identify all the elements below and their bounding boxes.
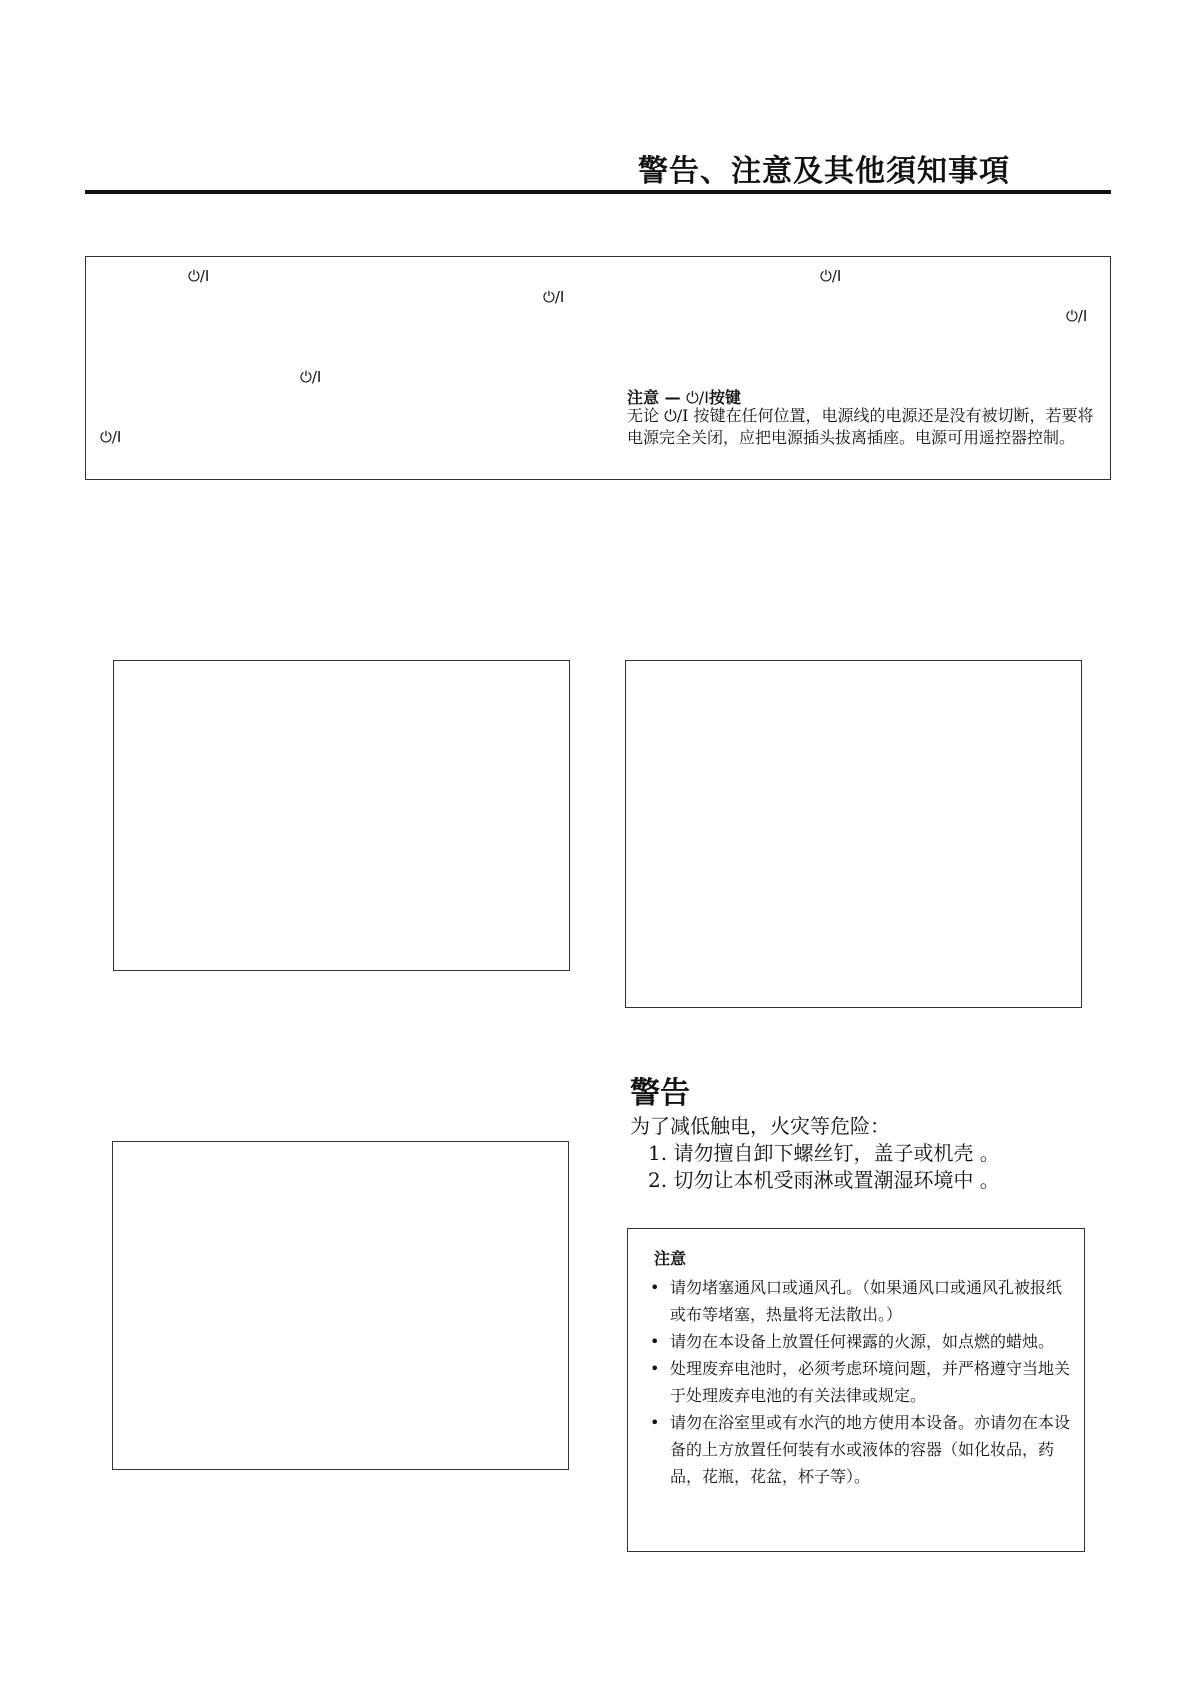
- note-title: 注意: [654, 1249, 687, 1268]
- note-item-text: 请勿堵塞通风口或通风孔。（如果通风口或通风孔被报纸或布等堵塞，热量将无法散出。）: [670, 1278, 1063, 1324]
- power-symbol-3: ⏻/I: [300, 368, 322, 386]
- warning-title: 警告: [630, 1076, 690, 1111]
- bullet-mark: •: [650, 1413, 660, 1432]
- note-item-text: 请勿在本设备上放置任何裸露的火源，如点燃的蜡烛。: [670, 1332, 1055, 1351]
- note-item-text: 请勿在浴室里或有水汽的地方使用本设备。亦请勿在本设备的上方放置任何装有水或液体的容器（如化妆品，药品，花瓶，花盆，杯子等）。: [670, 1413, 1071, 1486]
- page-title: 警告、注意及其他須知事項: [638, 154, 1010, 189]
- power-symbol-6: ⏻/I: [1066, 307, 1088, 325]
- note-item: [650, 1274, 1070, 1328]
- power-symbol-1: ⏻/I: [188, 267, 210, 285]
- figure-box-left-top: [113, 660, 570, 971]
- bullet-mark: •: [650, 1332, 660, 1351]
- power-caution-prefix: 注意 —: [627, 388, 681, 407]
- power-caution-symbol: ⏻/I: [686, 388, 709, 407]
- note-item: [650, 1328, 1070, 1355]
- figure-box-left-bottom: [112, 1141, 569, 1470]
- power-caution-body: 无论 ⏻/I 按键在任何位置，电源线的电源还是没有被切断，若要将电源完全关闭，应把电源插头拔离插座。电源可用遥控器控制。: [627, 406, 1094, 447]
- figure-box-right-top: [625, 660, 1082, 1008]
- note-list: [650, 1274, 1070, 1490]
- power-symbol-5: ⏻/I: [820, 267, 842, 285]
- title-rule: [85, 190, 1111, 194]
- bullet-mark: •: [650, 1278, 660, 1297]
- power-caution-suffix: 按键: [708, 388, 741, 407]
- note-item: [650, 1355, 1070, 1409]
- warning-intro: 为了减低触电，火灾等危险：: [630, 1114, 890, 1138]
- power-symbol-2: ⏻/I: [543, 288, 565, 306]
- power-symbol-4: ⏻/I: [100, 428, 122, 446]
- warning-item-1: 1. 请勿擅自卸下螺丝钉，盖子或机壳 。: [648, 1141, 1000, 1165]
- note-item: [650, 1409, 1070, 1490]
- bullet-mark: •: [650, 1359, 660, 1378]
- note-item-text: 处理废弃电池时，必须考虑环境问题，并严格遵守当地关于处理废弃电池的有关法律或规定。: [670, 1359, 1071, 1405]
- warning-item-2: 2. 切勿让本机受雨淋或置潮湿环境中 。: [648, 1168, 1000, 1192]
